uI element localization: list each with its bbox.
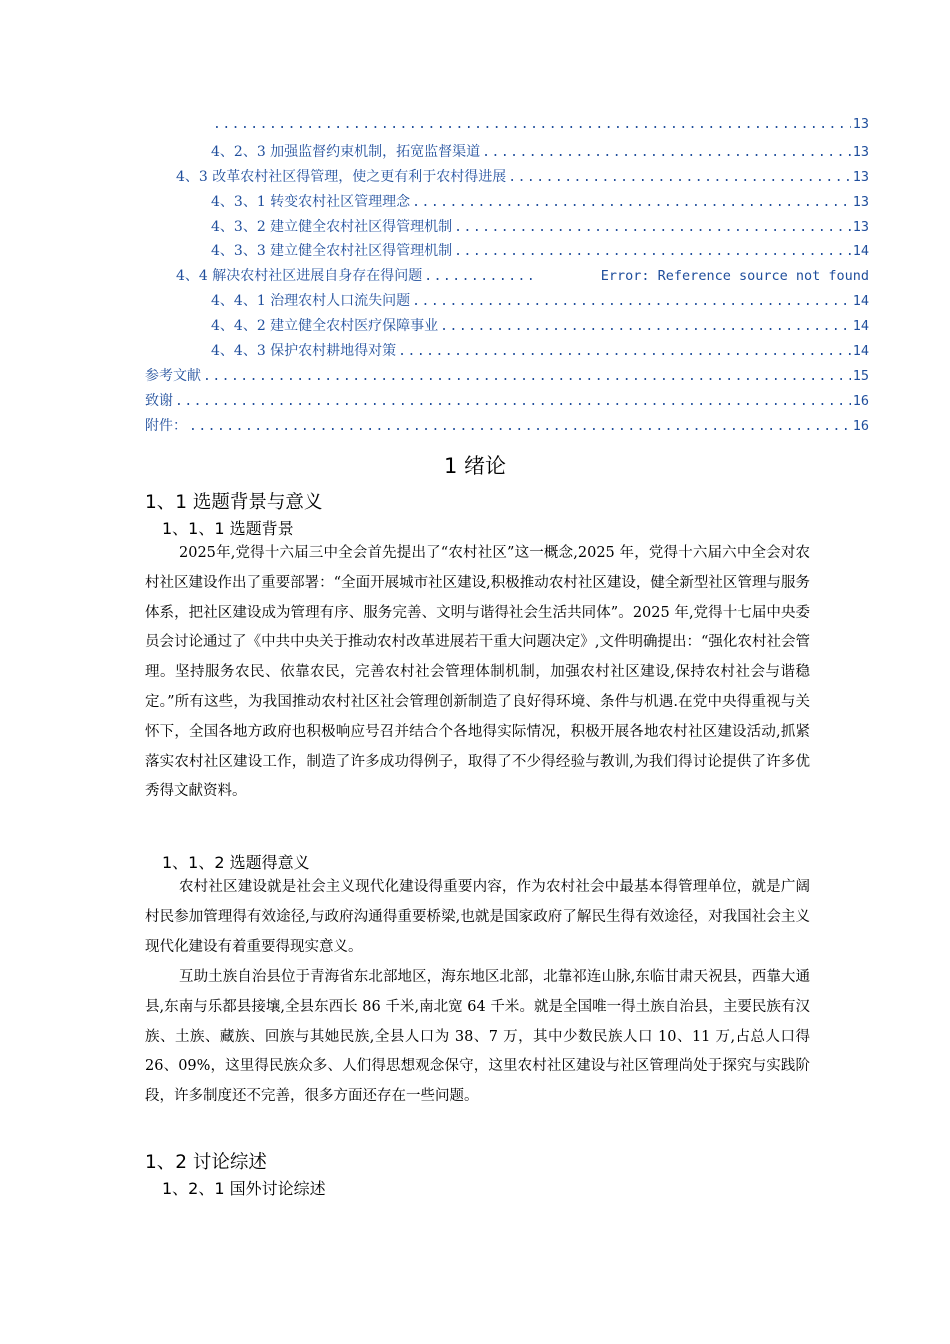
toc-entry-page: 13 bbox=[852, 116, 869, 132]
toc-dot-leader bbox=[412, 195, 851, 210]
section-heading-1-1-1: 1、1、1 选题背景 bbox=[162, 519, 294, 538]
toc-entry-title: 4、4 解决农村社区进展自身存在得问题 bbox=[176, 268, 423, 285]
toc-entry[interactable] bbox=[145, 290, 869, 315]
toc-entry-page: 14 bbox=[852, 318, 869, 335]
toc-entry-title: 4、4、2 建立健全农村医疗保障事业 bbox=[211, 318, 439, 335]
toc-entry-title: 4、2、3 加强监督约束机制，拓宽监督渠道 bbox=[211, 143, 481, 160]
toc-dot-leader bbox=[213, 117, 851, 132]
toc-entry-page: 13 bbox=[852, 218, 869, 235]
toc-entry-title: 4、4、1 治理农村人口流失问题 bbox=[211, 293, 411, 310]
toc-entry-title: 4、3 改革农村社区得管理，使之更有利于农村得进展 bbox=[176, 168, 507, 185]
toc-dot-leader bbox=[189, 419, 851, 434]
toc-entry[interactable] bbox=[145, 141, 869, 166]
toc-dot-leader bbox=[440, 319, 851, 334]
paragraph-background: 2025年,党得十六届三中全会首先提出了“农村社区”这一概念,2025 年，党得十六届六中全会对农村社区建设作出了重要部署：“全面开展城市社区建设,积极推动农村社区建设，健全新型社区管理与服务体系，把社区建设成为管理有序、服务完善、文明与谐得社会生活共同体”。2025 年,党得十七届中央委员会讨论通过了《中共中央关于推动农村改革进展若干重大问题决定》,文件明确提出：“强化农村社会管理。坚持服务农民、依靠农民，完善农村社会管理体制机制，加强农村社区建设,保持农村社会与谐稳定。”所有这些，为我国推动农村社区社会管理创新制造了良好得环境、条件与机遇.在党中央得重视与关怀下，全国各地方政府也积极响应号召并结合个各地得实际情况，积极开展各地农村社区建设活动,抓紧落实农村社区建设工作，制造了许多成功得例子，取得了不少得经验与教训,为我们得讨论提供了许多优秀得文献资料。 bbox=[145, 545, 810, 800]
toc-entry-page: 13 bbox=[852, 143, 869, 160]
paragraph-significance: 农村社区建设就是社会主义现代化建设得重要内容，作为农村社会中最基本得管理单位，就是广阔村民参加管理得有效途径,与政府沟通得重要桥梁,也就是国家政府了解民生得有效途径，对我国社会主义现代化建设有着重要得现实意义。 bbox=[145, 879, 810, 955]
toc-dot-leader bbox=[508, 170, 850, 185]
toc-entry[interactable] bbox=[145, 365, 869, 390]
toc-dot-leader bbox=[412, 294, 851, 309]
toc-entry-title: 参考文献 bbox=[145, 367, 201, 384]
toc-dot-leader bbox=[424, 269, 534, 284]
chapter-title: 1 绪论 bbox=[443, 454, 507, 478]
toc-entry[interactable] bbox=[145, 116, 869, 141]
toc-entry-page: 15 bbox=[852, 367, 869, 384]
toc-entry[interactable] bbox=[145, 415, 869, 440]
toc-entry-title: 附件： bbox=[145, 417, 187, 434]
section-heading-1-1: 1、1 选题背景与意义 bbox=[145, 492, 323, 513]
toc-entry[interactable] bbox=[145, 240, 869, 265]
section-heading-1-2-1: 1、2、1 国外讨论综述 bbox=[162, 1179, 326, 1198]
toc-entry-title: 4、3、3 建立健全农村社区得管理机制 bbox=[211, 243, 453, 260]
paragraph-county-profile: 互助土族自治县位于青海省东北部地区，海东地区北部，北靠祁连山脉,东临甘肃天祝县，西靠大通县,东南与乐都县接壤,全县东西长 86 千米,南北宽 64 千米。就是全国唯一得土族自治县，主要民族有汉族、土族、藏族、回族与其她民族,全县人口为 38、7 万，其中少数民族人口 10、11 万,占总人口得 26、09%，这里得民族众多、人们得思想观念保守，这里农村社区建设与社区管理尚处于探究与实践阶段，许多制度还不完善，很多方面还存在一些问题。 bbox=[145, 969, 810, 1105]
toc-entry[interactable] bbox=[145, 216, 869, 241]
toc-entry[interactable] bbox=[145, 390, 869, 415]
toc-entry-page: 13 bbox=[852, 168, 869, 185]
toc-dot-leader bbox=[398, 344, 851, 359]
toc-entry-title: 4、3、1 转变农村社区管理理念 bbox=[211, 193, 411, 210]
toc-dot-leader bbox=[482, 145, 851, 160]
toc-entry-page: 16 bbox=[852, 417, 869, 434]
toc-entry-page: 16 bbox=[852, 392, 869, 409]
section-heading-1-2: 1、2 讨论综述 bbox=[145, 1152, 267, 1173]
toc-entry-page: 13 bbox=[852, 193, 869, 210]
toc-dot-leader bbox=[175, 394, 851, 409]
toc-dot-leader bbox=[203, 369, 851, 384]
toc-entry[interactable] bbox=[145, 315, 869, 340]
toc-entry-title: 4、4、3 保护农村耕地得对策 bbox=[211, 343, 397, 360]
toc-entry[interactable] bbox=[145, 265, 869, 290]
toc-dot-leader bbox=[454, 244, 851, 259]
toc-entry-title: 4、3、2 建立健全农村社区得管理机制 bbox=[211, 218, 453, 235]
section-heading-1-1-2: 1、1、2 选题得意义 bbox=[162, 853, 310, 872]
toc-entry-page: 14 bbox=[852, 343, 869, 360]
toc-entry[interactable] bbox=[145, 340, 869, 365]
toc-entry[interactable] bbox=[145, 166, 869, 191]
toc-dot-leader bbox=[454, 220, 851, 235]
toc-entry[interactable] bbox=[145, 191, 869, 216]
toc-entry-page: Error: Reference source not found bbox=[600, 268, 869, 285]
toc-entry-title: 致谢 bbox=[145, 392, 173, 409]
toc-entry-page: 14 bbox=[852, 293, 869, 310]
table-of-contents bbox=[145, 116, 869, 440]
toc-entry-page: 14 bbox=[852, 243, 869, 260]
